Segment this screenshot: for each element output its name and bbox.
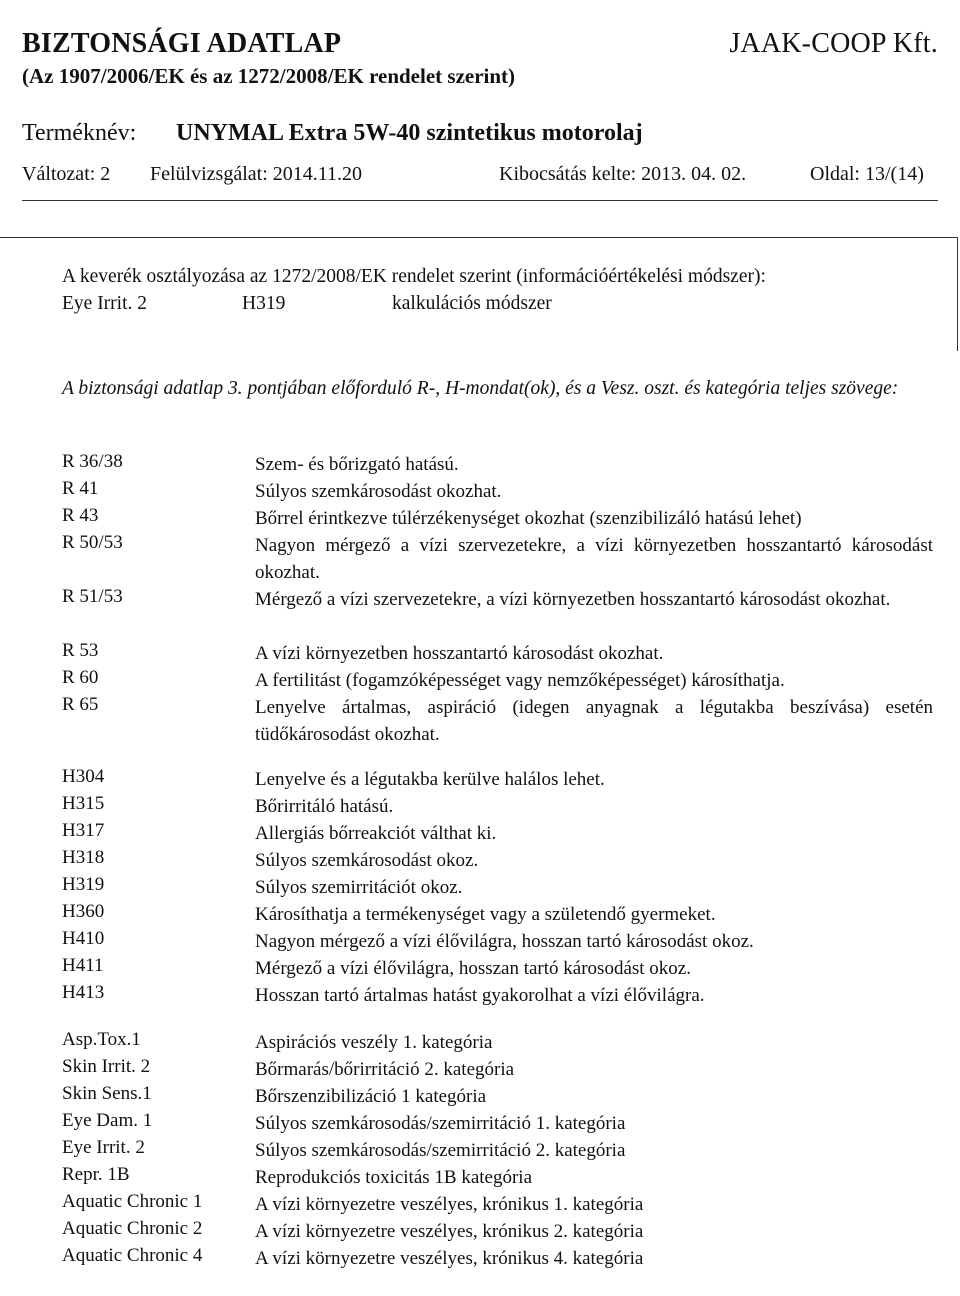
r-phrase-code: R 53 (62, 640, 99, 661)
h-phrase-code: H317 (62, 820, 105, 841)
classification-code: H319 (242, 293, 286, 314)
r-phrase-code: R 43 (62, 505, 99, 526)
hazard-class-code: Eye Irrit. 2 (62, 1137, 145, 1158)
document-title: BIZTONSÁGI ADATLAP (22, 28, 342, 59)
h-phrase-code: H410 (62, 928, 105, 949)
issue-date: Kibocsátás kelte: 2013. 04. 02. (499, 163, 747, 185)
r-phrase-text: Mérgező a vízi szervezetekre, a vízi környezetben hosszantartó károsodást okozhat. (255, 589, 891, 610)
r-phrase-text: Nagyon mérgező a vízi szervezetekre, a vízi környezetben hosszantartó károsodást okozhat. (255, 535, 933, 583)
full-text-intro: A biztonsági adatlap 3. pontjában előforduló R-, H-mondat(ok), és a Vesz. oszt. és kategória teljes szövege: (62, 378, 899, 399)
r-phrase-text: Súlyos szemkárosodást okozhat. (255, 481, 502, 502)
r-phrase-code: R 51/53 (62, 586, 123, 607)
h-phrase-text: Hosszan tartó ártalmas hatást gyakorolhat a vízi élővilágra. (255, 985, 705, 1006)
hazard-class-text: Bőrszenzibilizáció 1 kategória (255, 1086, 487, 1107)
hazard-class-text: A vízi környezetre veszélyes, krónikus 2. kategória (255, 1221, 644, 1242)
h-phrase-text: Allergiás bőrreakciót válthat ki. (255, 823, 497, 844)
h-phrase-code: H360 (62, 901, 105, 922)
h-phrase-code: H304 (62, 766, 105, 787)
h-phrase-text: Súlyos szemkárosodást okoz. (255, 850, 479, 871)
hazard-class-text: Reprodukciós toxicitás 1B kategória (255, 1167, 533, 1188)
hazard-class-text: Súlyos szemkárosodás/szemirritáció 1. kategória (255, 1113, 626, 1134)
r-phrase-text: A vízi környezetben hosszantartó károsodást okozhat. (255, 643, 664, 664)
r-phrase-text: Lenyelve ártalmas, aspiráció (idegen anyagnak a légutakba beszívása) esetén tüdőkárosodást okozhat. (255, 697, 933, 745)
hazard-class-text: Bőrmarás/bőrirritáció 2. kategória (255, 1059, 515, 1080)
hazard-class-code: Aquatic Chronic 2 (62, 1218, 203, 1239)
h-phrase-code: H319 (62, 874, 105, 895)
classification-category: Eye Irrit. 2 (62, 293, 148, 314)
product-name: UNYMAL Extra 5W-40 szintetikus motorolaj (176, 120, 643, 146)
product-label: Terméknév: (22, 120, 137, 146)
h-phrase-text: Bőrirritáló hatású. (255, 796, 394, 817)
hazard-class-text: A vízi környezetre veszélyes, krónikus 1. kategória (255, 1194, 644, 1215)
h-phrase-text: Súlyos szemirritációt okoz. (255, 877, 463, 898)
r-phrase-code: R 60 (62, 667, 99, 688)
classification-heading: A keverék osztályozása az 1272/2008/EK rendelet szerint (információértékelési módszer): (62, 266, 766, 287)
hazard-class-code: Aquatic Chronic 1 (62, 1191, 203, 1212)
hazard-class-code: Aquatic Chronic 4 (62, 1245, 203, 1266)
company-name: JAAK-COOP Kft. (729, 28, 938, 59)
h-phrase-code: H413 (62, 982, 105, 1003)
r-phrase-text: Bőrrel érintkezve túlérzékenységet okozhat (szenzibilizáló hatású lehet) (255, 508, 802, 529)
hazard-class-code: Skin Irrit. 2 (62, 1056, 151, 1077)
h-phrase-text: Károsíthatja a termékenységet vagy a születendő gyermeket. (255, 904, 716, 925)
r-phrase-text: Szem- és bőrizgató hatású. (255, 454, 459, 475)
header-divider (22, 200, 938, 201)
r-phrase-code: R 36/38 (62, 451, 123, 472)
version-info: Változat: 2 (22, 163, 111, 185)
h-phrase-text: Lenyelve és a légutakba kerülve halálos lehet. (255, 769, 605, 790)
page-number: Oldal: 13/(14) (810, 163, 924, 185)
hazard-class-text: A vízi környezetre veszélyes, krónikus 4. kategória (255, 1248, 644, 1269)
hazard-class-code: Eye Dam. 1 (62, 1110, 153, 1131)
h-phrase-code: H315 (62, 793, 105, 814)
h-phrase-code: H411 (62, 955, 104, 976)
hazard-class-code: Repr. 1B (62, 1164, 130, 1185)
revision-info: Felülvizsgálat: 2014.11.20 (150, 163, 363, 185)
h-phrase-code: H318 (62, 847, 105, 868)
r-phrase-code: R 50/53 (62, 532, 123, 553)
classification-method: kalkulációs módszer (392, 293, 552, 314)
r-phrase-text: A fertilitást (fogamzóképességet vagy nemzőképességet) károsíthatja. (255, 670, 785, 691)
hazard-class-text: Aspirációs veszély 1. kategória (255, 1032, 493, 1053)
h-phrase-text: Mérgező a vízi élővilágra, hosszan tartó károsodást okoz. (255, 958, 691, 979)
document-subtitle: (Az 1907/2006/EK és az 1272/2008/EK rendelet szerint) (22, 64, 516, 88)
hazard-class-text: Súlyos szemkárosodás/szemirritáció 2. kategória (255, 1140, 626, 1161)
h-phrase-text: Nagyon mérgező a vízi élővilágra, hosszan tartó károsodást okoz. (255, 931, 754, 952)
r-phrase-code: R 41 (62, 478, 99, 499)
hazard-class-code: Asp.Tox.1 (62, 1029, 141, 1050)
r-phrase-code: R 65 (62, 694, 99, 715)
hazard-class-code: Skin Sens.1 (62, 1083, 152, 1104)
